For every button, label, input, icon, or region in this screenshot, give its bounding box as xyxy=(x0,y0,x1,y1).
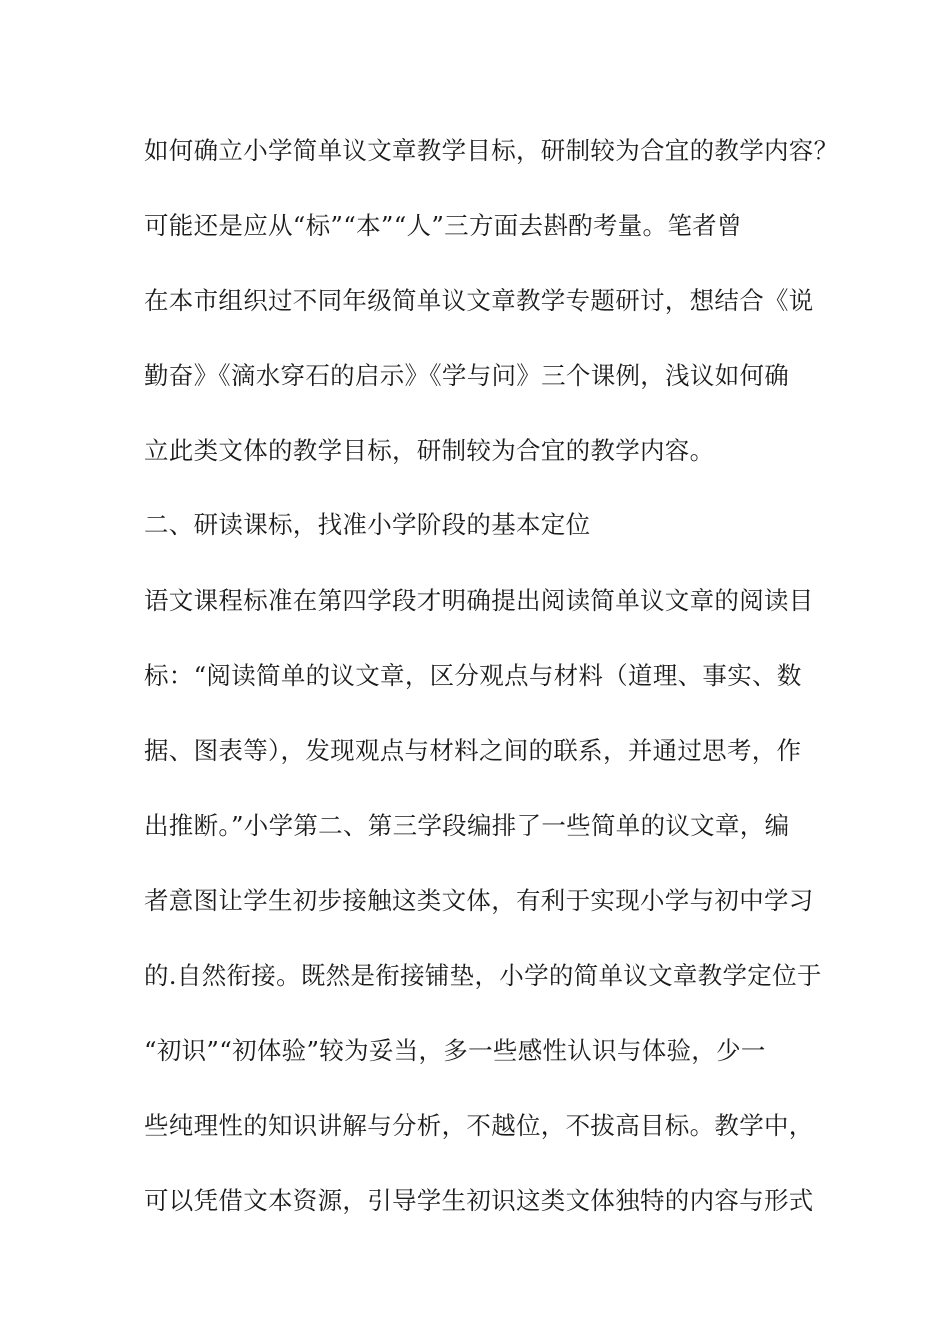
section-heading: 二、研读课标，找准小学阶段的基本定位 xyxy=(144,510,591,539)
paragraph-1-line-5: 立此类文体的教学目标，研制较为合宜的教学内容。 xyxy=(144,436,715,465)
paragraph-2-line-2: 标：“阅读简单的议文章，区分观点与材料（道理、事实、数 xyxy=(144,661,802,690)
paragraph-1-line-4: 勤奋》《滴水穿石的启示》《学与问》三个课例，浅议如何确 xyxy=(144,361,790,390)
paragraph-2-line-9: 可以凭借文本资源，引导学生初识这类文体独特的内容与形式 xyxy=(144,1186,814,1215)
paragraph-1-line-1: 如何确立小学简单议文章教学目标，研制较为合宜的教学内容？ xyxy=(144,136,839,165)
paragraph-2-line-7: “初识”“初体验”较为妥当，多一些感性认识与体验，少一 xyxy=(144,1036,766,1065)
paragraph-1-line-3: 在本市组织过不同年级简单议文章教学专题研讨，想结合《说 xyxy=(144,286,814,315)
paragraph-2-line-3: 据、图表等），发现观点与材料之间的联系，并通过思考，作 xyxy=(144,736,802,765)
paragraph-2-line-4: 出推断。”小学第二、第三学段编排了一些简单的议文章，编 xyxy=(144,811,790,840)
paragraph-2-line-6: 的.自然衔接。既然是衔接铺垫，小学的简单议文章教学定位于 xyxy=(144,961,822,990)
paragraph-1-line-2: 可能还是应从“标”“本”“人”三方面去斟酌考量。笔者曾 xyxy=(144,211,742,240)
paragraph-2-line-1: 语文课程标准在第四学段才明确提出阅读简单议文章的阅读目 xyxy=(144,586,814,615)
paragraph-2-line-8: 些纯理性的知识讲解与分析，不越位，不拔高目标。教学中， xyxy=(144,1111,814,1140)
paragraph-2-line-5: 者意图让学生初步接触这类文体，有利于实现小学与初中学习 xyxy=(144,886,814,915)
